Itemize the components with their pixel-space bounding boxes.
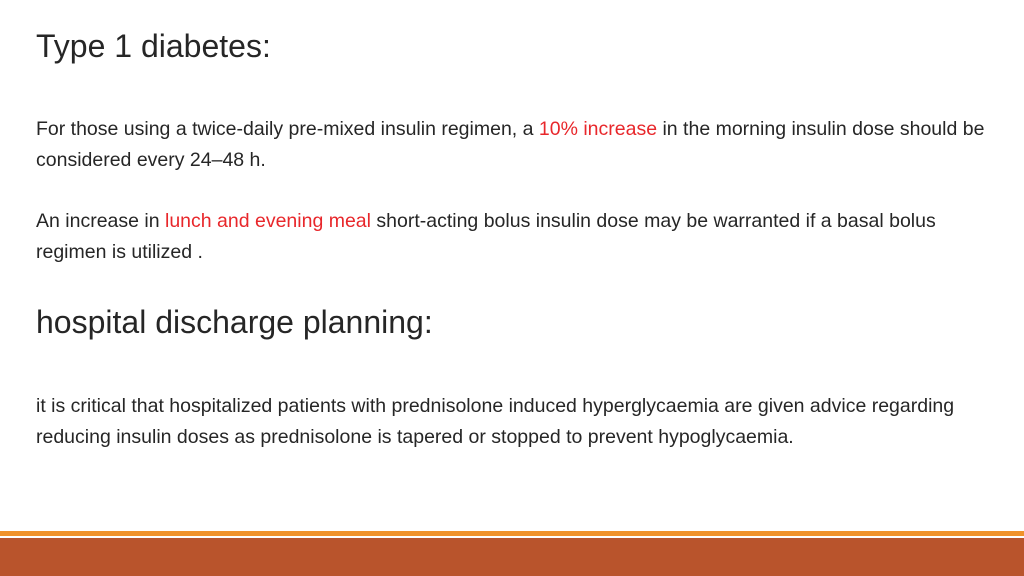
footer-accent-line — [0, 531, 1024, 536]
heading-type-1-diabetes: Type 1 diabetes: — [36, 28, 271, 64]
paragraph-text: in the morning insulin dose should be considered every 24–48 h. — [36, 118, 985, 171]
paragraph-text: For those using a twice-daily pre-mixed insulin regimen, a — [36, 118, 539, 140]
paragraph-basal-bolus — [36, 206, 996, 268]
highlight-10-percent-increase: 10% increase — [538, 118, 658, 140]
paragraph-discharge-advice: it is critical that hospitalized patients with prednisolone induced hyperglycaemia are given advice regarding reducing insulin doses as prednisolone is tapered or stopped to prevent hypoglycaemia. — [36, 395, 955, 448]
paragraph-text: short-acting bolus insulin dose may be warranted if a basal bolus regimen is utilized . — [36, 210, 936, 263]
highlight-lunch-evening-meal: lunch and evening meal — [165, 210, 371, 232]
paragraph-text: An increase in — [36, 210, 165, 232]
footer-bar — [0, 538, 1024, 576]
paragraph-premixed-regimen — [36, 114, 996, 176]
heading-hospital-discharge-planning: hospital discharge planning: — [36, 304, 433, 340]
